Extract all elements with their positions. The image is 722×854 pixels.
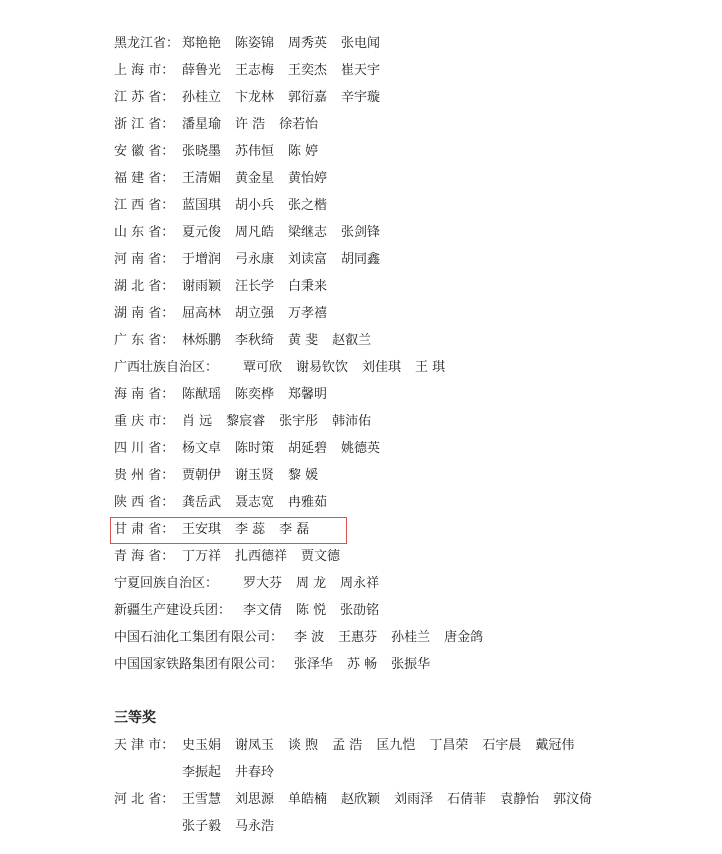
winner-name: 赵叡兰 [332, 333, 372, 348]
region-row [114, 489, 714, 516]
winner-name: 韩沛佑 [332, 414, 372, 429]
winner-name: 屈高林 [182, 306, 222, 321]
region-label: 黑龙江省： [114, 36, 180, 51]
winner-name: 聂志宽 [235, 495, 275, 510]
winner-name: 王惠芬 [338, 630, 378, 645]
winner-name: 张泽华 [294, 657, 334, 672]
winner-names [182, 57, 394, 84]
winner-name: 黎宸睿 [226, 414, 266, 429]
winner-name: 陈 悦 [296, 603, 327, 618]
winner-name: 万孝禧 [288, 306, 328, 321]
winner-name: 罗大芬 [243, 576, 283, 591]
region-row [114, 219, 714, 246]
winner-names [182, 732, 588, 759]
region-label: 山 东 省： [114, 225, 175, 240]
region-row [114, 570, 714, 597]
winner-name: 袁静怡 [500, 792, 540, 807]
winner-name: 匡九恺 [376, 738, 416, 753]
winner-name: 张子毅 [182, 819, 222, 834]
region-label: 河 北 省： [114, 792, 175, 807]
winner-name: 夏元俊 [182, 225, 222, 240]
winner-name: 张劭铭 [340, 603, 380, 618]
winner-name: 黎 媛 [288, 468, 319, 483]
winner-name: 扎西德祥 [235, 549, 288, 564]
winner-name: 胡小兵 [235, 198, 275, 213]
winner-name: 王雪慧 [182, 792, 222, 807]
winner-names [182, 543, 354, 570]
region-row [114, 408, 714, 435]
region-label: 海 南 省： [114, 387, 175, 402]
winner-name: 谈 煦 [288, 738, 319, 753]
winner-names [182, 381, 341, 408]
winner-name: 周 龙 [296, 576, 327, 591]
region-label: 四 川 省： [114, 441, 175, 456]
winner-name: 丁万祥 [182, 549, 222, 564]
winner-name: 张晓墨 [182, 144, 222, 159]
region-label: 重 庆 市： [114, 414, 175, 429]
winner-name: 黄 斐 [288, 333, 319, 348]
winner-names [182, 165, 341, 192]
region-label: 新疆生产建设兵团： [114, 603, 232, 618]
region-row [114, 651, 714, 678]
winner-name: 王 琪 [415, 360, 446, 375]
winner-name: 单皓楠 [288, 792, 328, 807]
region-row [114, 300, 714, 327]
winner-name: 杨文卓 [182, 441, 222, 456]
region-row [114, 732, 714, 759]
winner-name: 李振起 [182, 765, 222, 780]
winner-name: 黄金星 [235, 171, 275, 186]
winner-name: 白秉来 [288, 279, 328, 294]
region-row [114, 138, 714, 165]
region-label: 江 西 省： [114, 198, 175, 213]
region-row [114, 381, 714, 408]
winner-name: 刘读富 [288, 252, 328, 267]
region-label: 广西壮族自治区： [114, 360, 219, 375]
winner-name: 赵欣颖 [341, 792, 381, 807]
winner-name: 孙桂兰 [391, 630, 431, 645]
region-row [114, 30, 714, 57]
winner-name: 孟 浩 [332, 738, 363, 753]
region-row [114, 435, 714, 462]
winner-name: 王志梅 [235, 63, 275, 78]
winner-names [182, 462, 332, 489]
winner-names [294, 624, 497, 651]
region-label: 安 徽 省： [114, 144, 175, 159]
winner-name: 卞龙林 [235, 90, 275, 105]
winner-name: 许 浩 [235, 117, 266, 132]
winner-names [182, 300, 341, 327]
winner-name: 张之楷 [288, 198, 328, 213]
region-label: 天 津 市： [114, 738, 175, 753]
region-row [114, 786, 714, 813]
winner-name: 李 蕊 [235, 522, 266, 537]
region-row [114, 246, 714, 273]
winner-names [182, 759, 288, 786]
region-label: 湖 北 省： [114, 279, 175, 294]
region-row [114, 273, 714, 300]
region-row [114, 327, 714, 354]
region-label: 江 苏 省： [114, 90, 175, 105]
region-row [114, 597, 714, 624]
winner-name: 谢雨颖 [182, 279, 222, 294]
winner-name: 于增润 [182, 252, 222, 267]
region-label: 福 建 省： [114, 171, 175, 186]
winner-names [182, 246, 394, 273]
winner-name: 周凡皓 [235, 225, 275, 240]
region-label: 广 东 省： [114, 333, 175, 348]
third-prize-rows [114, 732, 714, 840]
winner-name: 周秀英 [288, 36, 328, 51]
winner-name: 唐金鸽 [444, 630, 484, 645]
region-row [114, 354, 714, 381]
winner-name: 陈姿锦 [235, 36, 275, 51]
winner-names [182, 192, 341, 219]
winner-name: 梁继志 [288, 225, 328, 240]
winner-name: 郑馨明 [288, 387, 328, 402]
region-label: 甘 肃 省： [114, 522, 175, 537]
winner-names [182, 489, 341, 516]
winner-names [182, 516, 323, 543]
winner-name: 马永浩 [235, 819, 275, 834]
winner-name: 李秋绮 [235, 333, 275, 348]
winner-names [182, 30, 394, 57]
winner-name: 孙桂立 [182, 90, 222, 105]
winner-names [182, 327, 385, 354]
winner-name: 陈 婷 [288, 144, 319, 159]
winner-name: 谢凤玉 [235, 738, 275, 753]
winner-name: 陈时策 [235, 441, 275, 456]
winner-name: 周永祥 [340, 576, 380, 591]
section-gap [114, 678, 714, 705]
winner-names [243, 354, 459, 381]
winner-names [182, 84, 394, 111]
winner-name: 井春玲 [235, 765, 275, 780]
region-row [114, 624, 714, 651]
region-row [114, 57, 714, 84]
region-label: 浙 江 省： [114, 117, 175, 132]
winner-name: 黄怡婷 [288, 171, 328, 186]
region-row [114, 84, 714, 111]
winner-name: 汪长学 [235, 279, 275, 294]
award-list [114, 30, 714, 840]
winner-name: 李文倩 [243, 603, 283, 618]
region-row [114, 543, 714, 570]
winner-name: 石宇晨 [482, 738, 522, 753]
winner-name: 王清媚 [182, 171, 222, 186]
winner-name: 王安琪 [182, 522, 222, 537]
region-label: 宁夏回族自治区： [114, 576, 219, 591]
winner-name: 崔天宇 [341, 63, 381, 78]
winner-name: 张电闻 [341, 36, 381, 51]
winner-names [243, 597, 393, 624]
region-label: 贵 州 省： [114, 468, 175, 483]
winner-name: 胡立强 [235, 306, 275, 321]
winner-name: 龚岳武 [182, 495, 222, 510]
winner-names [243, 570, 393, 597]
region-label: 河 南 省： [114, 252, 175, 267]
winner-name: 谢易钦饮 [296, 360, 349, 375]
winner-name: 覃可欣 [243, 360, 283, 375]
region-label: 上 海 市： [114, 63, 175, 78]
winner-names [182, 408, 385, 435]
winner-name: 肖 远 [182, 414, 213, 429]
region-label: 青 海 省： [114, 549, 175, 564]
winner-names [182, 435, 394, 462]
region-label: 陕 西 省： [114, 495, 175, 510]
winner-name: 丁昌荣 [429, 738, 469, 753]
winner-name: 苏 畅 [347, 657, 378, 672]
winner-names [182, 273, 341, 300]
region-row [114, 813, 714, 840]
region-row [114, 165, 714, 192]
winner-name: 石倩菲 [447, 792, 487, 807]
winner-name: 谢玉贤 [235, 468, 275, 483]
winner-name: 李 波 [294, 630, 325, 645]
second-prize-rows [114, 30, 714, 678]
winner-names [182, 138, 332, 165]
winner-name: 张宇彤 [279, 414, 319, 429]
winner-name: 苏伟恒 [235, 144, 275, 159]
winner-name: 史玉娟 [182, 738, 222, 753]
winner-name: 刘雨泽 [394, 792, 434, 807]
winner-name: 李 磊 [279, 522, 310, 537]
section-title: 三等奖 [114, 710, 156, 726]
winner-names [182, 219, 394, 246]
region-row [114, 192, 714, 219]
region-row [114, 516, 714, 543]
winner-names [294, 651, 444, 678]
winner-names [182, 813, 288, 840]
winner-name: 张振华 [391, 657, 431, 672]
winner-name: 郭汶倚 [553, 792, 593, 807]
region-row [114, 462, 714, 489]
winner-names [182, 786, 606, 813]
winner-name: 胡同鑫 [341, 252, 381, 267]
region-label: 中国国家铁路集团有限公司： [114, 657, 284, 672]
winner-name: 戴冠伟 [535, 738, 575, 753]
region-label: 湖 南 省： [114, 306, 175, 321]
winner-name: 蓝国琪 [182, 198, 222, 213]
winner-names [182, 111, 332, 138]
region-label: 中国石油化工集团有限公司： [114, 630, 284, 645]
winner-name: 张剑锋 [341, 225, 381, 240]
winner-name: 辛宇璇 [341, 90, 381, 105]
winner-name: 贾文德 [301, 549, 341, 564]
winner-name: 薛鲁光 [182, 63, 222, 78]
winner-name: 陈猷瑶 [182, 387, 222, 402]
winner-name: 林烁鹏 [182, 333, 222, 348]
winner-name: 姚德英 [341, 441, 381, 456]
winner-name: 刘佳琪 [362, 360, 402, 375]
winner-name: 胡延碧 [288, 441, 328, 456]
region-row [114, 111, 714, 138]
winner-name: 刘思源 [235, 792, 275, 807]
winner-name: 贾朝伊 [182, 468, 222, 483]
winner-name: 徐若怡 [279, 117, 319, 132]
winner-name: 陈奕桦 [235, 387, 275, 402]
winner-name: 弓永康 [235, 252, 275, 267]
winner-name: 郑艳艳 [182, 36, 222, 51]
winner-name: 郭衍嘉 [288, 90, 328, 105]
region-row [114, 759, 714, 786]
winner-name: 王奕杰 [288, 63, 328, 78]
winner-name: 潘星瑜 [182, 117, 222, 132]
winner-name: 冉雅茹 [288, 495, 328, 510]
